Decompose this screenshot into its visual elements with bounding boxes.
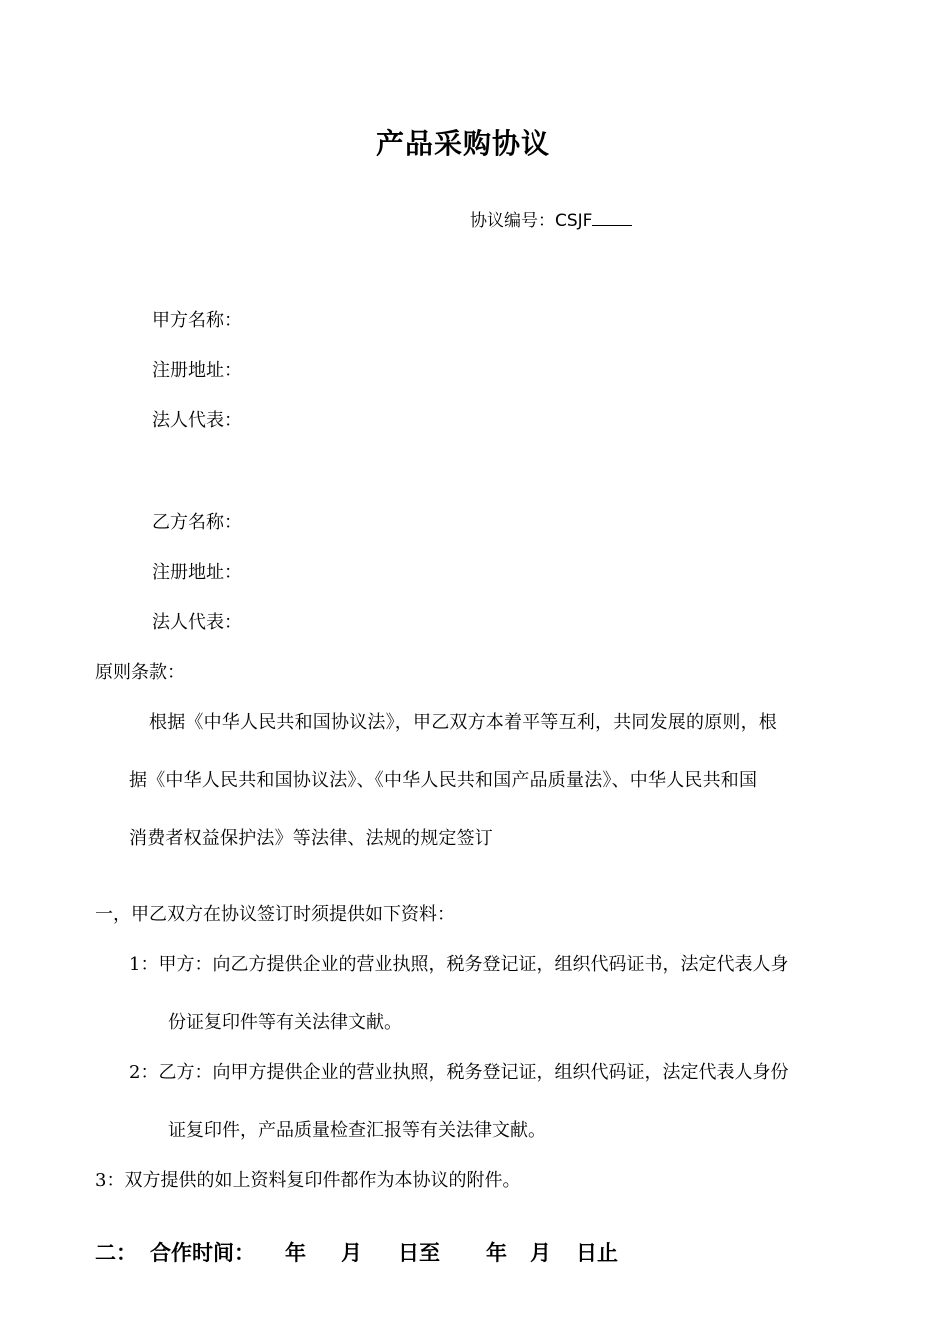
principles-heading: 原则条款： [95, 662, 185, 683]
section-one-item-1-line-2: 份证复印件等有关法律文献。 [168, 1012, 402, 1033]
section-one-item-2-line-2: 证复印件，产品质量检查汇报等有关法律文献。 [168, 1120, 546, 1141]
section-two-year-1: 年 [285, 1241, 306, 1265]
section-two-day-to: 日至 [398, 1241, 440, 1265]
party-b-name-label: 乙方名称： [152, 512, 242, 533]
section-two-month-1: 月 [341, 1241, 362, 1265]
party-a-rep-label: 法人代表： [152, 410, 242, 431]
section-two-label: 合作时间： [150, 1241, 255, 1265]
principles-line-2: 据《中华人民共和国协议法》、《中华人民共和国产品质量法》、中华人民共和国 [129, 770, 758, 791]
party-a-address-label: 注册地址： [152, 360, 242, 381]
party-a-name-label: 甲方名称： [152, 310, 242, 331]
section-two-day-end: 日止 [576, 1241, 618, 1265]
document-title: 产品采购协议 [375, 127, 550, 160]
party-b-address-label: 注册地址： [152, 562, 242, 583]
section-one-heading: 一，甲乙双方在协议签订时须提供如下资料： [95, 904, 455, 925]
section-two-year-2: 年 [486, 1241, 507, 1265]
section-one-item-1-line-1: 1：甲方：向乙方提供企业的营业执照，税务登记证，组织代码证书，法定代表人身 [129, 954, 789, 975]
section-two-month-2: 月 [530, 1241, 551, 1265]
agreement-number-blank[interactable] [592, 209, 632, 226]
agreement-number-label: 协议编号：CSJF [470, 211, 593, 231]
principles-line-3: 消费者权益保护法》等法律、法规的规定签订 [129, 828, 493, 849]
party-b-rep-label: 法人代表： [152, 612, 242, 633]
section-two-number: 二： [95, 1241, 137, 1265]
agreement-number [470, 206, 632, 231]
section-one-item-3: 3：双方提供的如上资料复印件都作为本协议的附件。 [95, 1170, 521, 1191]
principles-line-1: 根据《中华人民共和国协议法》，甲乙双方本着平等互利，共同发展的原则，根 [149, 712, 777, 733]
section-one-item-2-line-1: 2：乙方：向甲方提供企业的营业执照，税务登记证，组织代码证，法定代表人身份 [129, 1062, 789, 1083]
